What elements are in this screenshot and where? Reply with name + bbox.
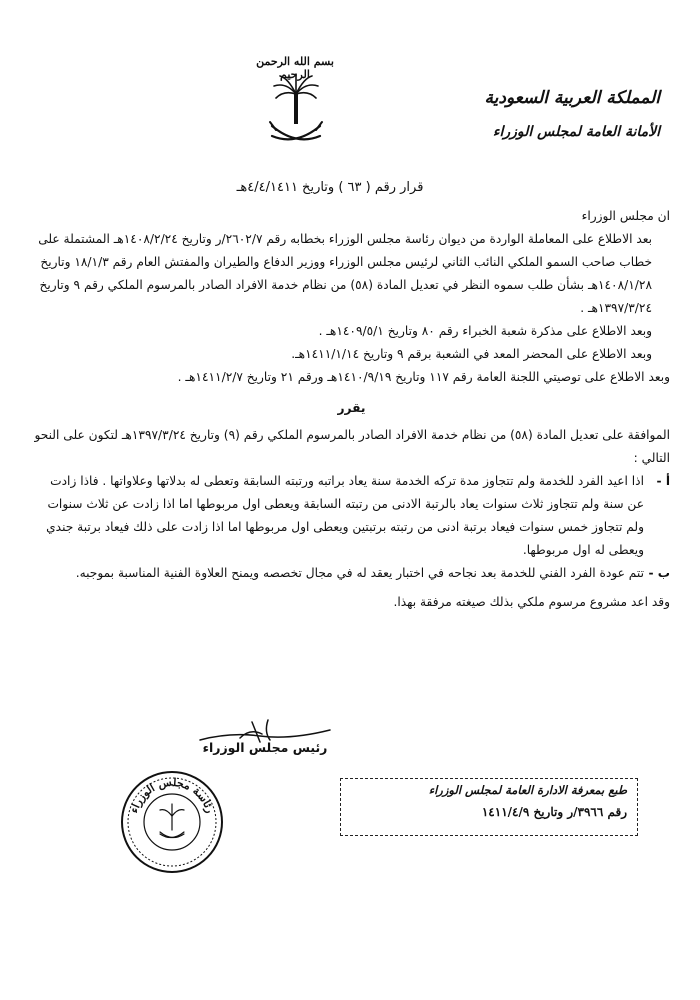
decides-heading: يقرر bbox=[337, 401, 366, 415]
paragraph: بعد الاطلاع على المعاملة الواردة من ديوان رئاسة مجلس الوزراء بخطابه رقم ٢٦٠٢/٧/ر وتاريخ ١٤٠٨/٢/٢٤هـ المشتملة على خطاب صاحب السمو الملكي النائب الثاني لرئيس مجلس الوزراء ووزير الدفاع والطيران والمفتش العام رقم ١٨/١/٣ وتاريخ ١٤٠٨/١/٢٨هـ بشأن طلب سموه النظر في تعديل المادة (٥٨) من نظام خدمة الافراد الصادر بالمرسوم الملكي رقم ٩ وتاريخ ١٣٩٧/٣/٢٤هـ . bbox=[38, 232, 652, 315]
registry-stamp-line1: طبع بمعرفة الادارة العامة لمجلس الوزراء bbox=[428, 783, 627, 797]
list-item bbox=[33, 470, 670, 562]
palm-and-swords-emblem-icon bbox=[268, 72, 324, 150]
seal-text: رئاسة مجلس الوزراء bbox=[127, 775, 217, 815]
closing-line: وقد اعد مشروع مرسوم ملكي بذلك صيغته مرفقة بهذا. bbox=[393, 595, 670, 609]
registry-stamp-line2: رقم ٣٩٦٦/ر وتاريخ ١٤١١/٤/٩ bbox=[481, 805, 627, 819]
signatory-title: رئيس مجلس الوزراء bbox=[202, 740, 328, 755]
approval-paragraph: الموافقة على تعديل المادة (٥٨) من نظام خدمة الافراد الصادر بالمرسوم الملكي رقم (٩) وتاريخ ١٣٩٧/٣/٢٤هـ لتكون على النحو التالي : bbox=[34, 428, 670, 465]
secretariat-name: الأمانة العامة لمجلس الوزراء bbox=[492, 124, 660, 140]
organization-header bbox=[380, 88, 660, 140]
item-marker: ب - bbox=[648, 566, 670, 580]
registry-stamp bbox=[340, 778, 638, 836]
paragraph: وبعد الاطلاع على مذكرة شعبة الخبراء رقم ٨٠ وتاريخ ١٤٠٩/٥/١هـ . bbox=[318, 324, 652, 338]
item-text: تتم عودة الفرد الفني للخدمة بعد نجاحه في اختبار يعقد له في مجال تخصصه ويمنح العلاوة الفنية المناسبة بموجبه. bbox=[75, 566, 644, 580]
paragraph: وبعد الاطلاع على توصيتي اللجنة العامة رقم ١١٧ وتاريخ ١٤١٠/٩/١٩هـ ورقم ٢١ وتاريخ ١٤١١/٢/٧هـ . bbox=[177, 370, 670, 384]
basmala: بسم الله الرحمن الرحيم bbox=[256, 55, 334, 81]
document-body bbox=[33, 205, 670, 614]
decision-number: قرار رقم ( ٦٣ ) وتاريخ ٤/٤/١٤١١هـ bbox=[236, 180, 424, 195]
round-seal-icon bbox=[118, 768, 226, 876]
list-item bbox=[33, 562, 670, 585]
item-text: اذا اعيد الفرد للخدمة ولم تتجاوز مدة تركه الخدمة سنة يعاد براتبه ورتبته السابقة وتعطى له بدلاتها وعلاواتها . فاذا زادت عن سنة ولم تتجاوز ثلاث سنوات يعاد بالرتبة الادنى من رتبته السابقة ويعطى اول مربوطها اما اذا زادت عن ثلاث سنوات ولم تتجاوز خمس سنوات فيعاد برتبة ادنى من رتبته برتبتين ويعطى اول مربوطها اما اذا زادت على ذلك فيعاد برتبة جندي ويعطى له اول مربوطها. bbox=[46, 474, 644, 557]
paragraph: وبعد الاطلاع على المحضر المعد في الشعبة برقم ٩ وتاريخ ١٤١١/١/١٤هـ. bbox=[291, 347, 652, 361]
opening-line: ان مجلس الوزراء bbox=[581, 209, 670, 223]
kingdom-name: المملكة العربية السعودية bbox=[484, 88, 660, 108]
item-marker: أ - bbox=[656, 474, 670, 488]
